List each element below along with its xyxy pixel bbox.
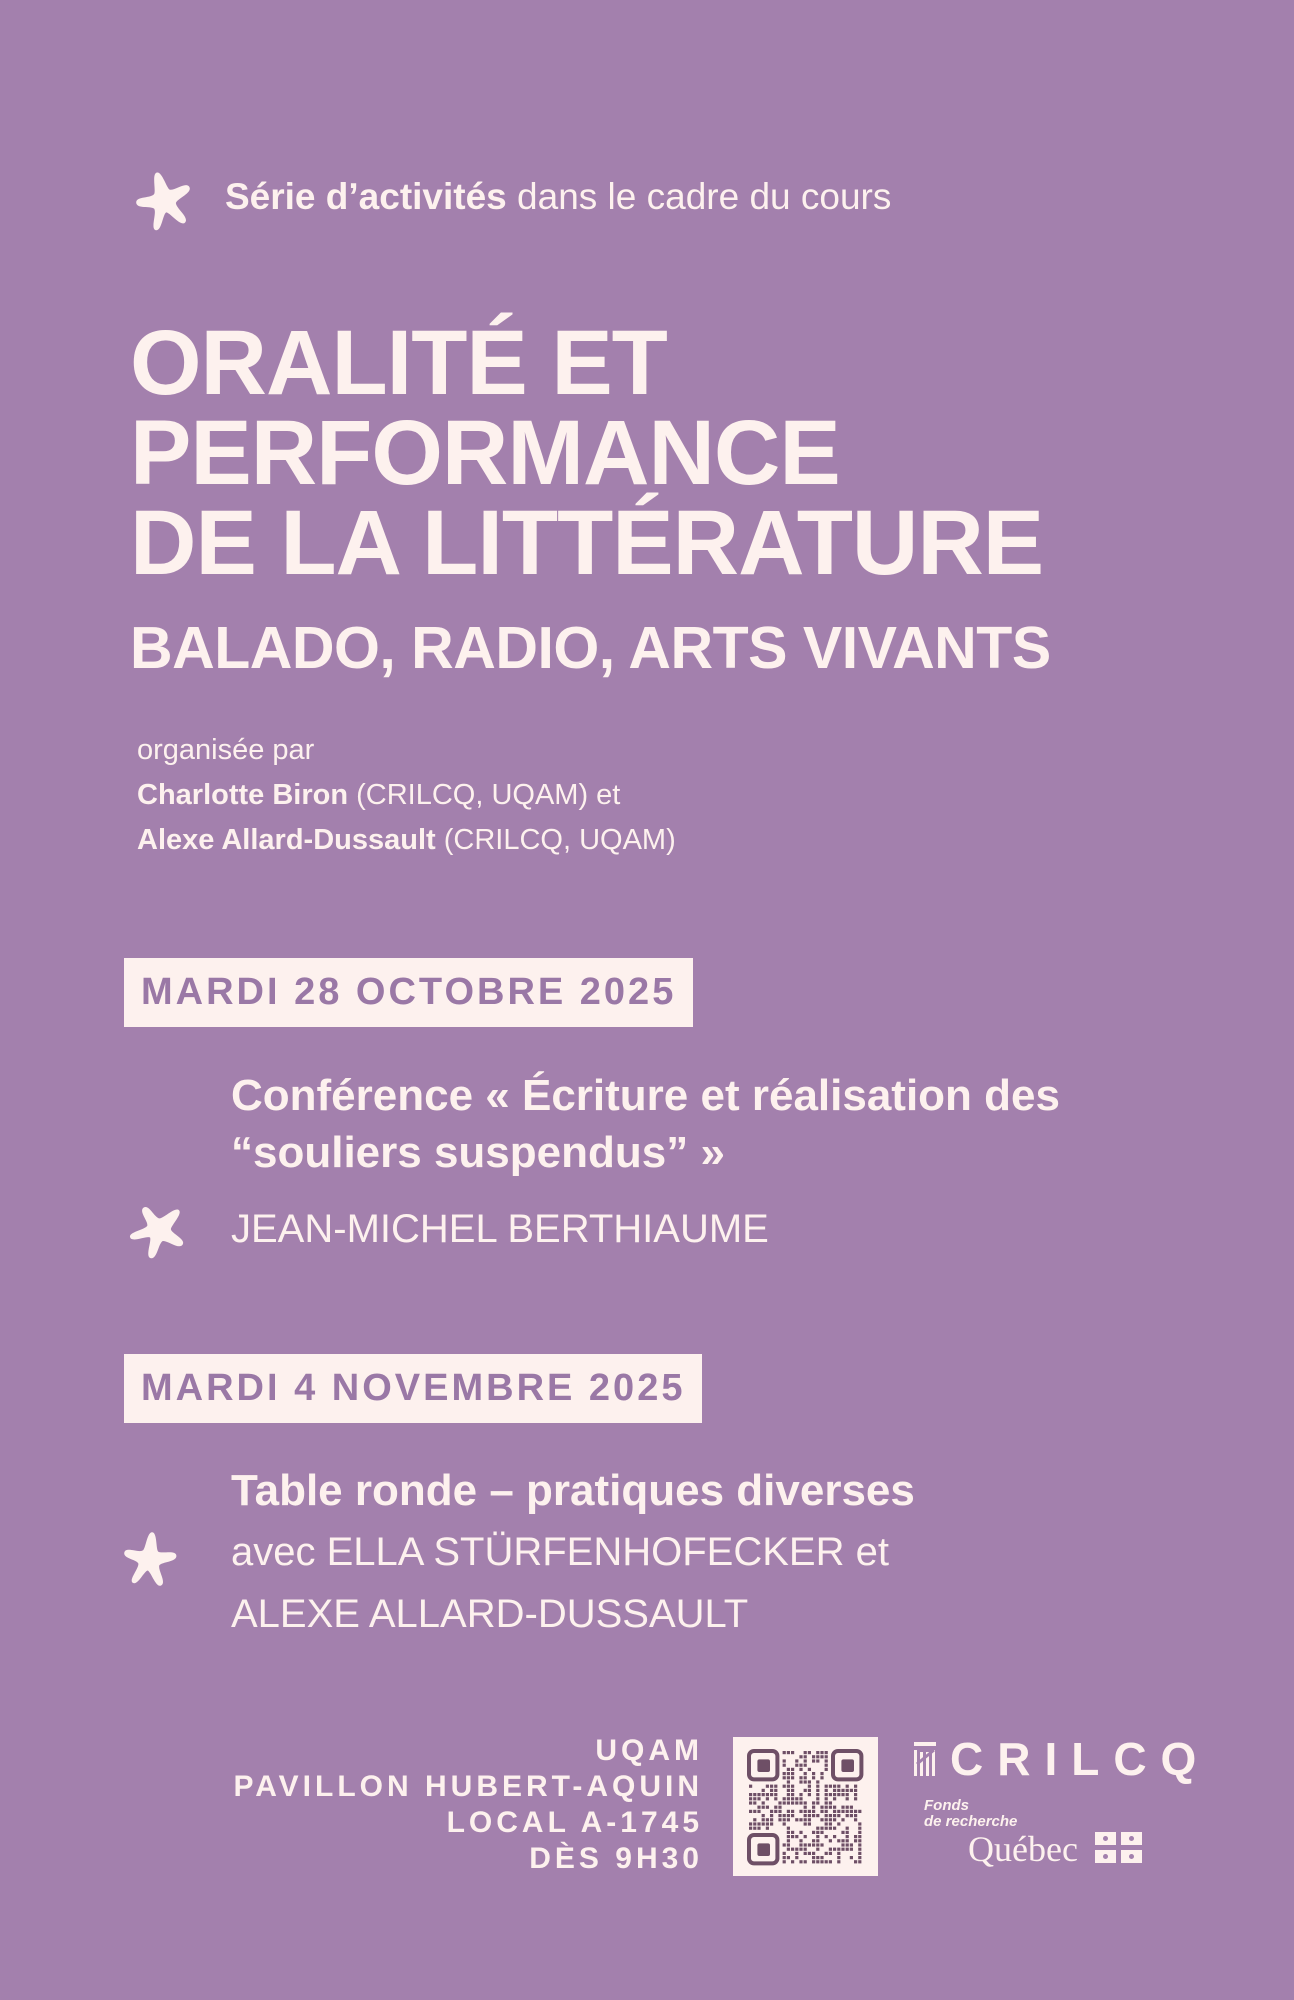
event-speaker-line: avec ELLA STÜRFENHOFECKER et — [231, 1530, 889, 1574]
series-intro — [225, 176, 891, 218]
event-title — [231, 1067, 1060, 1181]
organizers-label: organisée par — [137, 734, 315, 766]
star-icon — [119, 1526, 181, 1588]
crilcq-logo — [914, 1732, 1210, 1786]
event-speaker: JEAN-MICHEL BERTHIAUME — [231, 1207, 769, 1251]
star-icon — [130, 165, 198, 231]
event-speakers — [231, 1521, 889, 1645]
course-title — [130, 312, 1044, 594]
event-title: Table ronde – pratiques diverses — [231, 1466, 915, 1515]
organizer-affiliation: (CRILCQ, UQAM) — [435, 824, 676, 856]
organizers — [137, 728, 676, 863]
course-subtitle: BALADO, RADIO, ARTS VIVANTS — [130, 615, 1051, 681]
address-line: LOCAL A-1745 — [446, 1806, 703, 1839]
series-intro-light: dans le cadre du cours — [506, 176, 892, 217]
organizer-name: Charlotte Biron — [137, 779, 349, 811]
address-line: UQAM — [595, 1734, 703, 1767]
quebec-flag-icon — [1095, 1832, 1143, 1864]
qr-code[interactable] — [733, 1737, 878, 1876]
frq-line: de recherche — [924, 1813, 1018, 1830]
title-line: PERFORMANCE — [130, 402, 840, 504]
event-date-badge: MARDI 4 NOVEMBRE 2025 — [124, 1354, 702, 1423]
title-line: DE LA LITTÉRATURE — [130, 492, 1044, 594]
title-line: ORALITÉ ET — [130, 312, 667, 414]
star-icon — [126, 1196, 194, 1260]
address-line: PAVILLON HUBERT-AQUIN — [233, 1770, 703, 1803]
crilcq-wordmark: CRILCQ — [950, 1733, 1211, 1785]
event-title-line: Conférence « Écriture et réalisation des — [231, 1071, 1060, 1120]
series-intro-bold: Série d’activités — [225, 176, 507, 217]
organizer-name: Alexe Allard-Dussault — [137, 824, 436, 856]
venue-address — [233, 1733, 703, 1877]
organizer-affiliation: (CRILCQ, UQAM) et — [348, 779, 621, 811]
frq-logo-text — [924, 1798, 1017, 1830]
crilcq-mark-icon — [914, 1742, 936, 1776]
event-date-badge: MARDI 28 OCTOBRE 2025 — [124, 958, 693, 1027]
organizer — [137, 818, 676, 863]
organizer — [137, 773, 676, 818]
frq-line: Fonds — [924, 1797, 969, 1814]
frq-quebec: Québec — [968, 1829, 1078, 1869]
address-line: DÈS 9H30 — [529, 1842, 703, 1875]
event-speaker-line: ALEXE ALLARD-DUSSAULT — [231, 1592, 749, 1636]
event-title-line: “souliers suspendus” » — [231, 1128, 725, 1177]
